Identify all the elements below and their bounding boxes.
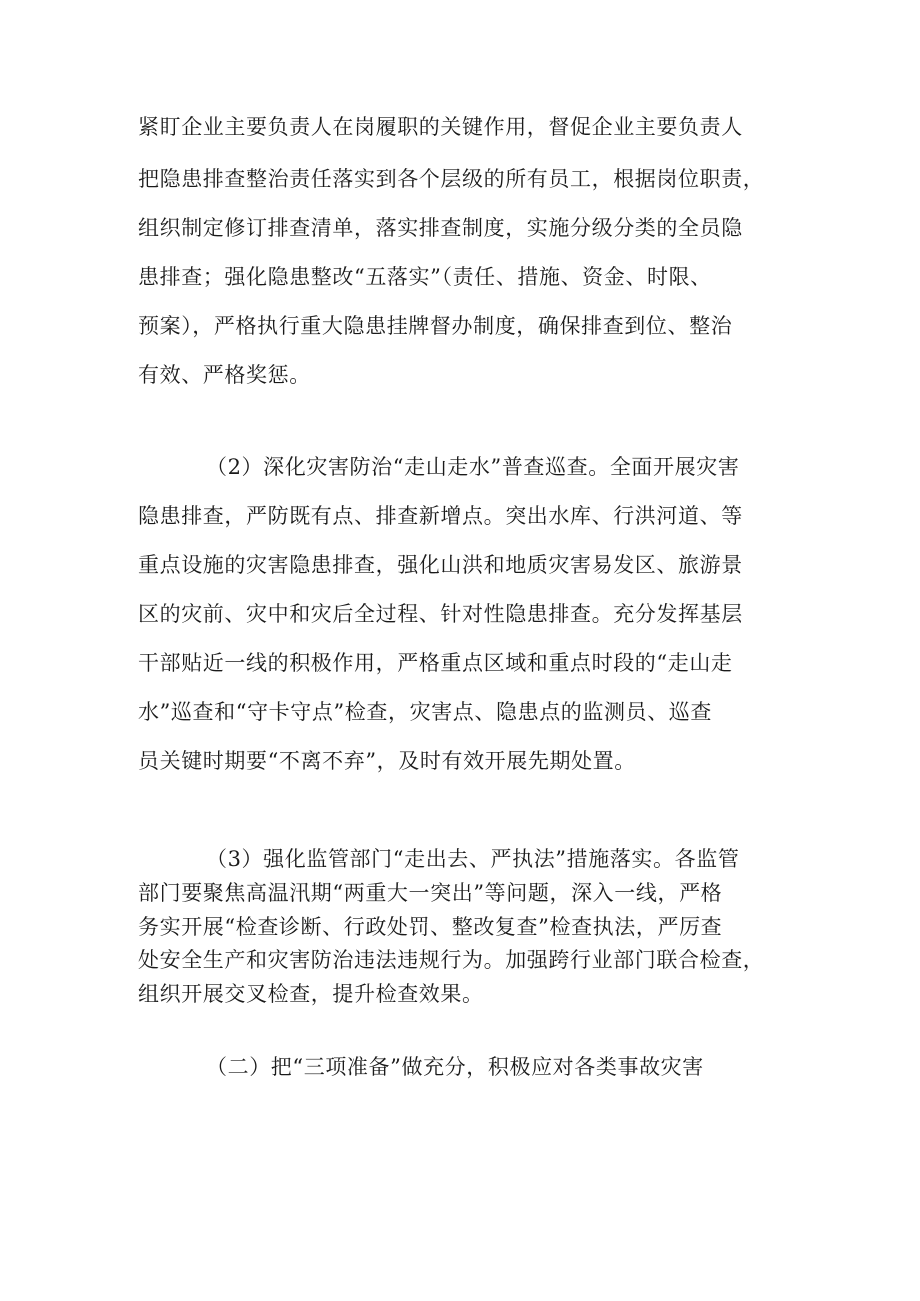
paragraph-1-line-5: 预案），严格执行重大隐患挂牌督办制度，确保排查到位、整治	[138, 314, 733, 338]
paragraph-2-line-3: 重点设施的灾害隐患排查，强化山洪和地质灾害易发区、旅游景	[138, 553, 743, 577]
paragraph-2-line-6: 水”巡查和“守卡守点”检查，灾害点、隐患点的监测员、巡查	[138, 700, 713, 724]
paragraph-3-line-3: 务实开展“检查诊断、行政处罚、整改复查”检查执法，严厉查	[138, 915, 723, 939]
paragraph-3-line-5: 组织开展交叉检查，提升检查效果。	[138, 982, 484, 1006]
paragraph-1-line-6: 有效、严格奖惩。	[138, 363, 311, 387]
paragraph-3-line-1: （3）强化监管部门“走出去、严执法”措施落实。各监管	[206, 847, 740, 871]
paragraph-2-line-5: 干部贴近一线的积极作用，严格重点区域和重点时段的“走山走	[138, 651, 733, 675]
paragraph-2-line-2: 隐患排查，严防既有点、排查新增点。突出水库、行洪河道、等	[138, 504, 743, 528]
paragraph-3-line-4: 处安全生产和灾害防治违法违规行为。加强跨行业部门联合检查，	[138, 948, 765, 972]
paragraph-1-line-4: 患排查；强化隐患整改“五落实”（责任、措施、资金、时限、	[138, 265, 712, 289]
paragraph-1-line-3: 组织制定修订排查清单，落实排查制度，实施分级分类的全员隐	[138, 216, 743, 240]
paragraph-3-line-2: 部门要聚焦高温汛期“两重大一突出”等问题，深入一线，严格	[138, 881, 723, 905]
paragraph-1-line-2: 把隐患排查整治责任落实到各个层级的所有员工，根据岗位职责，	[138, 167, 765, 191]
paragraph-2-line-4: 区的灾前、灾中和灾后全过程、针对性隐患排查。充分发挥基层	[138, 602, 743, 626]
paragraph-2-line-7: 员关键时期要“不离不弃”，及时有效开展先期处置。	[138, 749, 636, 773]
paragraph-2-line-1: （2）深化灾害防治“走山走水”普查巡查。全面开展灾害	[206, 455, 740, 479]
paragraph-1-line-1: 紧盯企业主要负责人在岗履职的关键作用，督促企业主要负责人	[138, 115, 743, 139]
section-heading: （二）把“三项准备”做充分，积极应对各类事故灾害	[206, 1055, 704, 1079]
